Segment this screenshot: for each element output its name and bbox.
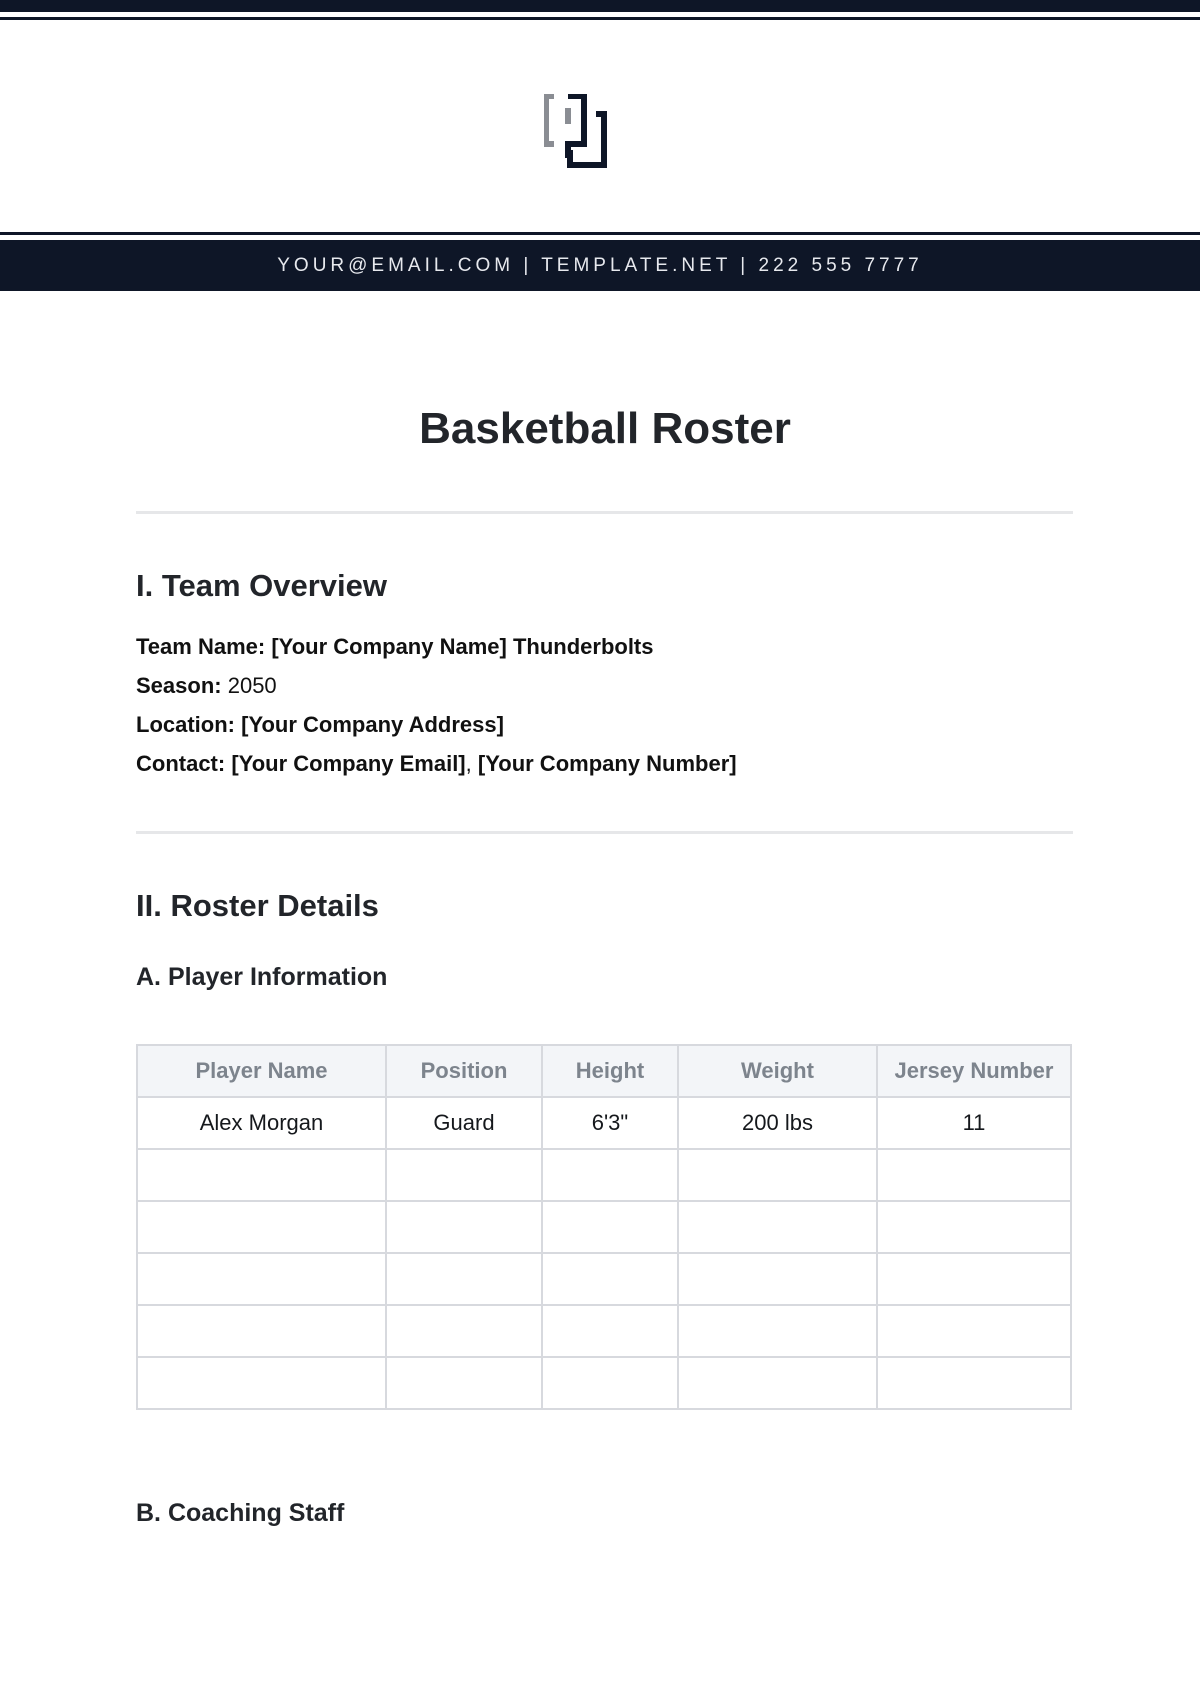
table-cell (877, 1357, 1071, 1409)
contact-separator: , (465, 751, 472, 776)
table-cell (877, 1253, 1071, 1305)
contact-label: Contact: (136, 751, 226, 776)
logo-icon (544, 94, 624, 168)
team-name-value: [Your Company Name] Thunderbolts (271, 634, 654, 659)
location-value: [Your Company Address] (241, 712, 504, 737)
season-label: Season: (136, 673, 222, 698)
contact-line (136, 751, 737, 777)
table-row (137, 1097, 1071, 1149)
table-cell (542, 1149, 678, 1201)
table-cell (542, 1305, 678, 1357)
table-row (137, 1305, 1071, 1357)
table-row (137, 1357, 1071, 1409)
table-cell: 11 (877, 1097, 1071, 1149)
player-information-heading: A. Player Information (136, 963, 388, 991)
table-cell (386, 1357, 542, 1409)
table-cell (137, 1201, 386, 1253)
table-cell (877, 1149, 1071, 1201)
table-cell (678, 1201, 877, 1253)
table-cell (137, 1149, 386, 1201)
table-cell (678, 1253, 877, 1305)
table-cell (678, 1149, 877, 1201)
table-row (137, 1201, 1071, 1253)
table-cell (542, 1357, 678, 1409)
table-cell (386, 1149, 542, 1201)
coaching-staff-heading: B. Coaching Staff (136, 1499, 345, 1527)
team-overview-heading: I. Team Overview (136, 568, 387, 603)
document-title: Basketball Roster (419, 404, 791, 453)
contact-number: [Your Company Number] (477, 751, 737, 776)
top-bar (0, 0, 1200, 12)
column-header: Weight (678, 1045, 877, 1097)
player-table (136, 1044, 1072, 1410)
table-header-row (137, 1045, 1071, 1097)
top-rule (0, 17, 1200, 20)
table-cell: Guard (386, 1097, 542, 1149)
contact-band: YOUR@EMAIL.COM | TEMPLATE.NET | 222 555 7777 (0, 240, 1200, 291)
table-cell (386, 1253, 542, 1305)
column-header: Position (386, 1045, 542, 1097)
table-cell (877, 1305, 1071, 1357)
table-row (137, 1253, 1071, 1305)
table-cell (386, 1305, 542, 1357)
team-name-line (136, 634, 654, 660)
section-divider (136, 511, 1073, 514)
table-cell: 200 lbs (678, 1097, 877, 1149)
section-divider (136, 831, 1073, 834)
table-cell (542, 1201, 678, 1253)
table-cell (137, 1357, 386, 1409)
location-label: Location: (136, 712, 235, 737)
header-rule (0, 232, 1200, 235)
column-header: Jersey Number (877, 1045, 1071, 1097)
table-cell (386, 1201, 542, 1253)
location-line (136, 712, 504, 738)
column-header: Height (542, 1045, 678, 1097)
table-cell (137, 1305, 386, 1357)
roster-details-heading: II. Roster Details (136, 888, 379, 923)
table-cell (678, 1357, 877, 1409)
contact-email: [Your Company Email] (231, 751, 466, 776)
table-row (137, 1149, 1071, 1201)
team-name-label: Team Name: (136, 634, 266, 659)
table-cell (542, 1253, 678, 1305)
table-cell (137, 1253, 386, 1305)
season-value: 2050 (227, 673, 277, 698)
season-line (136, 673, 277, 699)
table-cell: 6'3" (542, 1097, 678, 1149)
column-header: Player Name (137, 1045, 386, 1097)
table-cell (678, 1305, 877, 1357)
table-cell (877, 1201, 1071, 1253)
table-cell: Alex Morgan (137, 1097, 386, 1149)
